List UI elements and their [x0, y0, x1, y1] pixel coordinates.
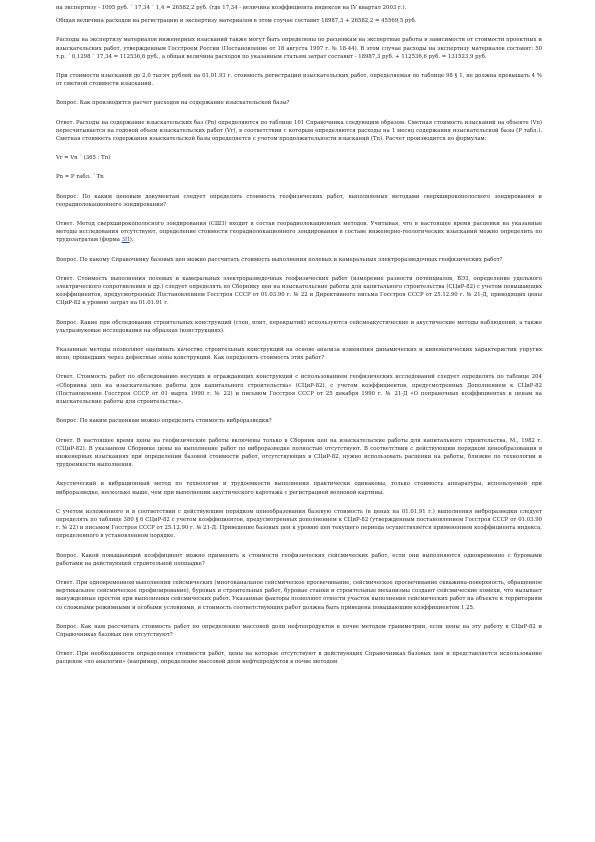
- answer-geophysical-tail: ).: [129, 237, 134, 244]
- question-vibration-survey: Вопрос. По каким расценкам можно определить стоимость виброразведки?: [56, 418, 272, 425]
- answer-structures-inspection: Ответ. Стоимость работ по обследованию несущих и ограждающих конструкций с использованием геофизических исследований следует определять по таблице 204 «Сборника цен на изыскательские работы для капитального строительства» (СЦиР-82), с учетом коэффициентов, предусмотренных Дополнением к СЦиР-82 (Постановление Госстроя СССР от 01 марта 1990 г. № 22) и письмом Госстроя СССР от 25 декабря 1990 г. № 21-Д «О попрaвочных коэффициентах к ценам на изыскательские работы для строительства».: [56, 374, 542, 406]
- formula-annual-volume: Vr = Vn ´ (365 : Tn): [56, 155, 111, 162]
- answer-seismic-coefficient: Ответ. При одновременном выполнении сейсмических (многоканальное сейсмическое просвечивание, сейсмическое просвечивание скважина-поверхность, обращенное вертикальное сейсмическое профилирование), буровых и строительных работ, буровые станки и строительные механизмы создают сейсмические помехи, что вызывает вынужденные простои при выполнении сейсмических работ. Указанные факторы позволяют отнести участок выполнения сейсмических работ на объекте к территориям со сложными режимными и особыми условиями, и стоимость соответствующих работ должна быть приведена повышающим коэффициентом 1,25.: [56, 579, 542, 611]
- answer-vibration-survey: Ответ. В настоящее время цены на геофизические работы включены только в Сборник цен на изыскательские работы для капитального строительства, М., 1982 г. (СЦиР-82). В указанном Сборнике цены на выполнение работ по виброразведке полностью отсутствуют. В соответствии с действующим порядком ценообразования в инженерных изысканиях при определении базовой стоимости работ, отсутствующих в СЦиР-82, нужно использовать расценки на работы, близкие по технологии и трудоемкости выполнения.: [56, 437, 542, 469]
- question-oil-products: Вопрос. Как нам рассчитать стоимость работ по определению массовой доли нефтепродуктов в почве методом гравиметрии, если цены на эту работу в СЦиР-82 и Справочниках базовых цен отсутствуют?: [56, 623, 542, 638]
- answer-geophysical-text: Ответ. Метод сверхширокополосного зондирования (СШЗ) входит в состав георадиолокационных методов. Учитывая, что в настоящее время расценки на указанные методы исследования отсутствуют, определение стоимости георадиолокационного зондирования в составе инженерно-геологических изысканий можно определить по трудозатратам (форма: [56, 221, 542, 244]
- question-electrical-survey: Вопрос. По какому Справочнику базовых цен можно рассчитать стоимость выполнения полевых и камеральных электроразведочных геофизических работ?: [56, 256, 503, 263]
- formula-base-cost: Pn = P табл. ´ Tn: [56, 174, 104, 181]
- question-seismic-coefficient: Вопрос. Какой повышающий коэффициент можно применить к стоимости геофизических сейсмических работ, если они выполняются одновременно с буровыми работами на действующей строительной площадке?: [56, 552, 542, 567]
- document-page: [56, 4, 542, 838]
- paragraph-expertise-rates: Расходы на экспертизу материалов инженерных изысканий также могут быть определены по расценкам на экспертные работы в зависимости от стоимости проектных и изыскательских работ, утвержденным Госстроем России (Постановление от 18 августа 1997 г. № 18-44). В этом случае расходы на экспертизу материалов составят: 50 т.р. ´ 0,1298 ´ 17,34 = 112536,6 руб., а общая величина расходов по указанным статьям затрат составит - 18987,3 руб. + 112536,6 руб. = 131523,9 руб.: [56, 37, 542, 60]
- question-survey-base: Вопрос. Как производится расчет расходов на содержание изыскательской базы?: [56, 100, 290, 107]
- paragraph-registration-limit: При стоимости изысканий до 2,0 тысяч рублей на 01.01.91 г. стоимость регистрации изыскательских работ, определяемая по таблице 98 § 1, не должна превышать 4 % от сметной стоимости изысканий.: [56, 73, 542, 88]
- answer-electrical-survey: Ответ. Стоимость выполнения полевых и камеральных электроразведочных геофизических работ (измерение разности потенциалов, ВЭЗ, определение удельного электрического сопротивления и др.) следует определять по Сборнику цен на изыскательские работы для капитального строительства (СЦиР-82) с учетом повышающих коэффициентов, предусмотренных Постановлением Госстроя СССР от 01.03.90 г. № 22 и Директивного письма Госстроя СССР от 25.12.90 г. № 21-Д, приводящих цены СЦиР-82 к уровню затрат на 01.01.91 г.: [56, 275, 542, 307]
- form-3p-link[interactable]: 3П: [121, 237, 130, 244]
- answer-oil-products: Ответ. При необходимости определения стоимости работ, цены на которые отсутствуют в действующих Справочниках базовых цен и представляется использование расценок «по аналогии» (например, определение массовой доли нефтепродуктов в почве методом: [56, 651, 542, 666]
- paragraph-total-expenses: Общая величина расходов на регистрацию и экспертизу материалов в этом случае составит 18987,3 + 26582,2 = 45569,5 руб.: [56, 18, 417, 25]
- answer-geophysical-docs: [56, 220, 542, 245]
- question-structures-inspection: Вопрос. Какие при обследовании строительных конструкций (стен, плит, перекрытий) используются сейсмоакустические и акустические методы наблюдений, а также ультразвуковые исследования на образцах (конструкциях).: [56, 319, 542, 334]
- paragraph-methods-description: Указанные методы позволяют оценивать качество строительных конструкций на основе анализа изменения динамических и кинематических характеристик упругих волн, прошедших через дефектные зоны конструкций. Как определить стоимость этих работ?: [56, 347, 542, 362]
- answer-survey-base: Ответ. Расходы на содержание изыскательских баз (Рn) определяются по таблице 101 Справочника следующим образом. Сметная стоимость изысканий на объекте (Vn) пересчитывается на годовой объем изыскательских работ (Vr), в соответствии с которым определяются расходы на 1 месяц содержания изыскательской базы (Р табл.). Сметная стоимость содержания изыскательской базы определяется с учетом продолжительности изысканий (Тn). Расчет производится по формулам:: [56, 119, 542, 143]
- paragraph-expertise-cost: на экспертизу - 1095 руб. ´ 17,34 ´ 1,4 = 26582,2 руб. (где 17,34 - величина коэффициента индексов на IV квартал 2003 г.).: [56, 5, 407, 11]
- paragraph-vibration-pricing: С учетом изложенного и в соответствии с действующим порядком ценообразования базовую стоимость (в ценах на 01.01.91 г.) выполнения виброразведки следует определять по таблице 380 § 6 СЦиР-82 с учетом коэффициентов, предусмотренных дополнением к СЦиР-82 (утвержденным постановлением Госстроя СССР от 01.03.90 г. № 22) и письмом Госстроя СССР от 25.12.90 г. № 21-Д. Приведение базовых цен к уровню цен текущего периода осуществляется применением коэффициента индекса, определенного в установленном порядке.: [56, 508, 542, 540]
- paragraph-acoustic-method: Акустический и вибрационный метод по технологии и трудоемкости выполнения практически одинаковы, только стоимость аппаратуры, используемой при виброразведке, несколько выше, чем при выполнении акустического каротажа с регистрацией волновой картины.: [56, 481, 542, 496]
- question-geophysical-docs: Вопрос. По каким ценовым документам следует определять стоимость геофизических работ, выполняемых методами сверхширокополосного зондирования и георадиолокационного зондирования?: [56, 193, 542, 208]
